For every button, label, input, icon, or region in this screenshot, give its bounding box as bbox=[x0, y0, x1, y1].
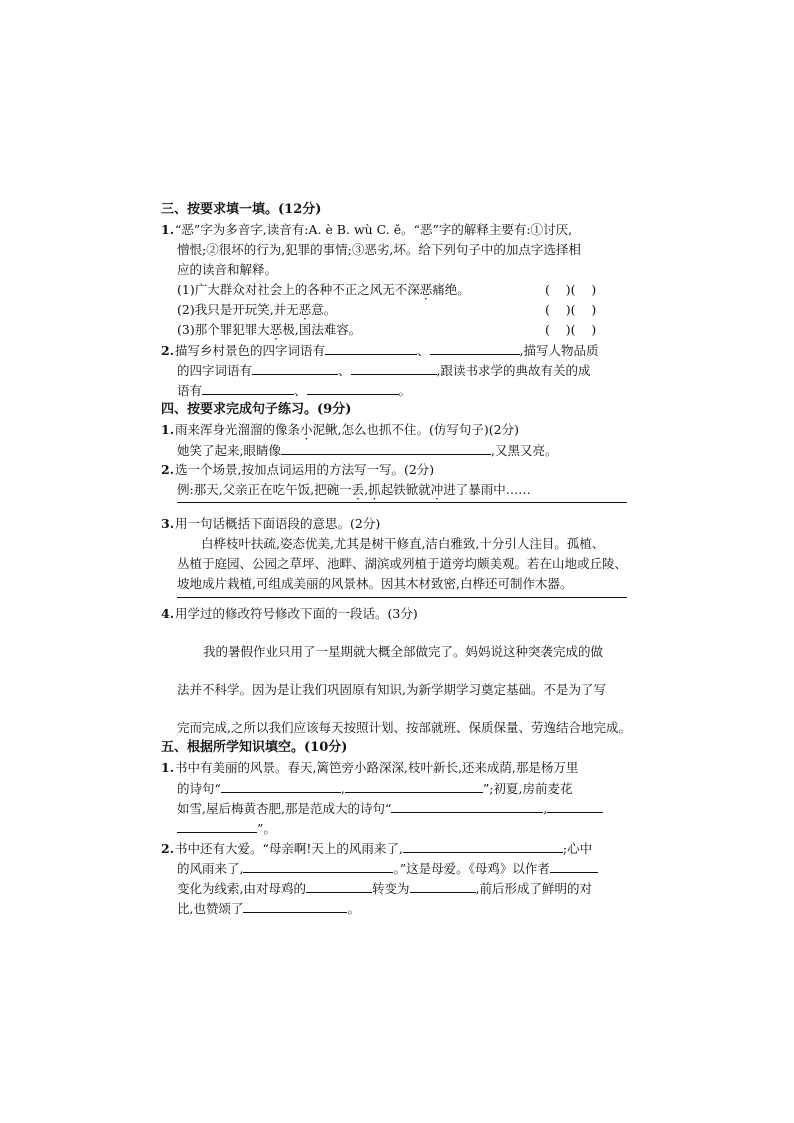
s5-q2-blank-6[interactable] bbox=[243, 900, 347, 913]
s5-q2-line1: 2.书中还有大爱。“母亲啊!天上的风雨来了, ;心中 bbox=[161, 841, 593, 856]
s4-q2-line1: 2.选一个场景,按加点词运用的方法写一写。(2分) bbox=[161, 462, 435, 477]
s3-q2-blank-4[interactable] bbox=[351, 362, 437, 375]
s3-q1-item-1: (1)广大群众对社会上的各种不正之风无不深恶痛绝。 bbox=[177, 282, 470, 297]
s3-q2-number: 2. bbox=[161, 343, 175, 358]
s4-q1-line1: 1.雨来浑身光溜溜的像条小泥鳅 ·,怎么也抓不住。(仿写句子)(2分) bbox=[161, 422, 519, 438]
s3-q2-blank-6[interactable] bbox=[307, 382, 399, 395]
s5-q2-blank-5[interactable] bbox=[410, 880, 476, 893]
s3-q1-answer-1[interactable]: ( )( ) bbox=[545, 282, 597, 297]
s4-q3-para-2: 丛植于庭园、公园之草坪、池畔、湖滨或列植于道旁均颇美观。若在山地或丘陵、 bbox=[177, 556, 628, 571]
s4-q4-number: 4. bbox=[161, 606, 175, 621]
s5-q1-blank-2[interactable] bbox=[345, 780, 483, 793]
section-5-title: 五、根据所学知识填空。(10分) bbox=[161, 740, 348, 755]
s5-q2-line2: 的风雨来了, 。”这是母爱。《母鸡》以作者 bbox=[177, 860, 598, 877]
s5-q2-number: 2. bbox=[161, 841, 175, 856]
s3-q2-line3: 语有 、 。 bbox=[177, 383, 412, 398]
s5-q2-blank-2[interactable] bbox=[243, 860, 393, 873]
s4-q4-para-1: 我的暑假作业只用了一星期就大概全部做完了。妈妈说这种突袭完成的做 bbox=[203, 644, 604, 659]
s5-q2-line3: 变化为线索,由对母鸡的 转变为 ,前后形成了鲜明的对 bbox=[177, 881, 592, 896]
s3-q2-line1: 2.描写乡村景色的四字词语有 、 ,描写人物品质 bbox=[161, 343, 599, 358]
s5-q2-blank-1[interactable] bbox=[403, 840, 563, 853]
s5-q1-blank-4-cont[interactable] bbox=[177, 820, 257, 833]
s3-q2-blank-5[interactable] bbox=[202, 382, 294, 395]
s4-q4-para-3: 完而完成,之所以我们应该每天按照计划、按部就班、保质保量、劳逸结合地完成。 bbox=[177, 720, 631, 735]
s3-q1-item-3: (3)那个罪犯罪大恶极,国法难容。 bbox=[177, 322, 362, 337]
s4-q4-para-2: 法并不科学。因为是让我们巩固原有知识,为新学期学习奠定基础。不是为了写 bbox=[177, 682, 606, 697]
s4-q1-blank[interactable] bbox=[281, 442, 491, 455]
s4-q3-answer-line[interactable] bbox=[177, 597, 627, 598]
s5-q1-line1: 1.书中有美丽的风景。春天,篱笆旁小路深深,枝叶新长,还来成荫,那是杨万里 bbox=[161, 760, 579, 775]
s5-q1-blank-3[interactable] bbox=[391, 800, 543, 813]
s5-q2-blank-4[interactable] bbox=[306, 880, 372, 893]
s3-q1-answer-3[interactable]: ( )( ) bbox=[545, 322, 597, 337]
s3-q2-blank-3[interactable] bbox=[252, 362, 338, 375]
s3-q2-blank-2[interactable] bbox=[430, 342, 520, 355]
s5-q1-line2: 的诗句“ , ”;初夏,房前麦花 bbox=[177, 781, 573, 796]
s4-q2-answer-line[interactable] bbox=[177, 502, 627, 503]
s5-q1-line4: ”。 bbox=[177, 820, 276, 837]
s4-q4-line1: 4.用学过的修改符号修改下面的一段话。(3分) bbox=[161, 606, 418, 621]
s3-q1-number: 1. bbox=[161, 222, 175, 237]
s3-q1-line2: 憎恨;②很坏的行为,犯罪的事情;③恶劣,坏。给下列句子中的加点字选择相 bbox=[177, 242, 581, 257]
s4-q3-para-3: 坡地成片栽植,可组成美丽的风景林。因其木材致密,白桦还可制作木器。 bbox=[177, 576, 573, 591]
s3-q1-line1 bbox=[161, 222, 572, 238]
section-4-title: 四、按要求完成句子练习。(9分) bbox=[161, 402, 352, 417]
s4-q3-number: 3. bbox=[161, 516, 175, 531]
s4-q3-para-1: 白桦枝叶扶疏,姿态优美,尤其是树干修直,洁白雅致,十分引人注目。孤植、 bbox=[201, 536, 605, 551]
s4-q3-line1: 3.用一句话概括下面语段的意思。(2分) bbox=[161, 516, 381, 531]
section-3-title: 三、按要求填一填。(12分) bbox=[161, 202, 322, 217]
s3-q1-text-1: “恶”字为多音字,读音有:A. è B. wù C. ě。“恶”字的解释主要有:①讨厌, bbox=[175, 222, 573, 237]
s4-q2-example: 例:那天,父亲正在吃午饭,把碗一丢,抓起铁锨就冲进了暴雨中…… bbox=[177, 482, 531, 497]
s5-q1-blank-4[interactable] bbox=[547, 800, 603, 813]
s3-q2-line2: 的四字词语有 、 ,跟读书求学的典故有关的成 bbox=[177, 363, 591, 378]
s5-q1-line3: 如雪,屋后梅黄杏肥,那是范成大的诗句“ , bbox=[177, 800, 603, 817]
s4-q1-number: 1. bbox=[161, 422, 175, 437]
s5-q1-number: 1. bbox=[161, 760, 175, 775]
s3-q1-item-2: (2)我只是开玩笑,并无恶意。 bbox=[177, 302, 337, 317]
s3-q1-line3: 应的读音和解释。 bbox=[177, 262, 278, 277]
s3-q2-blank-1[interactable] bbox=[325, 342, 417, 355]
s3-q1-answer-2[interactable]: ( )( ) bbox=[545, 302, 597, 317]
s4-q1-line2: 她笑了起来,眼睛像 ,又黑又亮。 bbox=[177, 443, 558, 458]
s5-q1-blank-1[interactable] bbox=[221, 780, 341, 793]
s5-q2-line4: 比,也赞颂了 。 bbox=[177, 901, 360, 916]
s4-q2-number: 2. bbox=[161, 462, 175, 477]
s5-q2-blank-3[interactable] bbox=[550, 860, 598, 873]
